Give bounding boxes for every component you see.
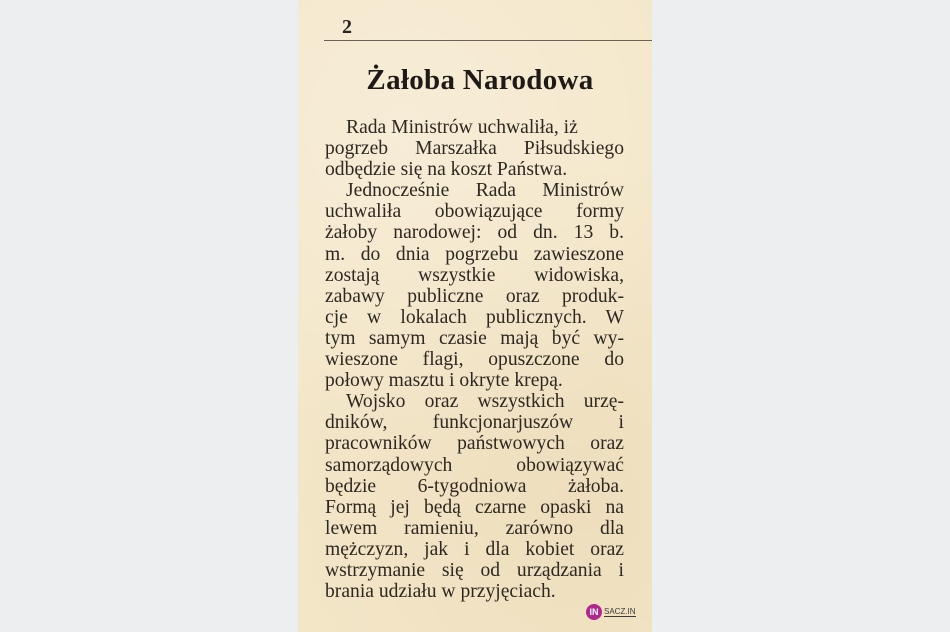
headline: Żałoba Narodowa: [366, 64, 594, 96]
page-number: 2: [342, 16, 352, 38]
article-line: żałoby narodowej: od dn. 13 b.: [325, 222, 624, 244]
article-line: tym samym czasie mają być wy-: [325, 327, 624, 349]
article-line: odbędzie się na koszt Państwa.: [325, 159, 568, 181]
article-line: mężczyzn, jak i dla kobiet oraz: [325, 538, 624, 560]
article-line: połowy masztu i okryte krepą.: [325, 370, 563, 392]
article-line: Rada Ministrów uchwaliła, iż: [346, 117, 578, 138]
article-line: samorządowych obowiązywać: [325, 454, 624, 476]
article-line: pogrzeb Marszałka Piłsudskiego: [325, 138, 624, 160]
article-line: wieszone flagi, opuszczone do: [325, 349, 624, 371]
article-line: Wojsko oraz wszystkich urzę-: [346, 391, 624, 413]
article-line: dników, funkcjonarjuszów i: [325, 412, 624, 434]
article-line: cje w lokalach publicznych. W: [325, 306, 624, 328]
article-line: uchwaliła obowiązujące formy: [325, 201, 624, 223]
article-line: zabawy publiczne oraz produk-: [325, 285, 624, 307]
article-line: lewem ramieniu, zarówno dla: [325, 517, 624, 539]
header-rule: [324, 40, 652, 41]
article-line: Formą jej będą czarne opaski na: [325, 496, 624, 518]
logo-text: SACZ.IN: [604, 607, 636, 616]
article-line: zostają wszystkie widowiska,: [325, 264, 624, 286]
article-line: m. do dnia pogrzebu zawieszone: [325, 243, 624, 265]
article-body: [325, 117, 624, 602]
sacz-in-logo: [586, 603, 636, 621]
article-line: wstrzymanie się od urządzania i: [325, 559, 624, 581]
article-line: brania udziału w przyjęciach.: [325, 581, 556, 603]
logo-badge-icon: IN: [586, 604, 602, 620]
newspaper-clipping: [298, 0, 652, 632]
article-line: pracowników państwowych oraz: [325, 433, 624, 455]
article-line: będzie 6-tygodniowa żałoba.: [325, 475, 624, 497]
article-line: Jednocześnie Rada Ministrów: [346, 180, 624, 202]
